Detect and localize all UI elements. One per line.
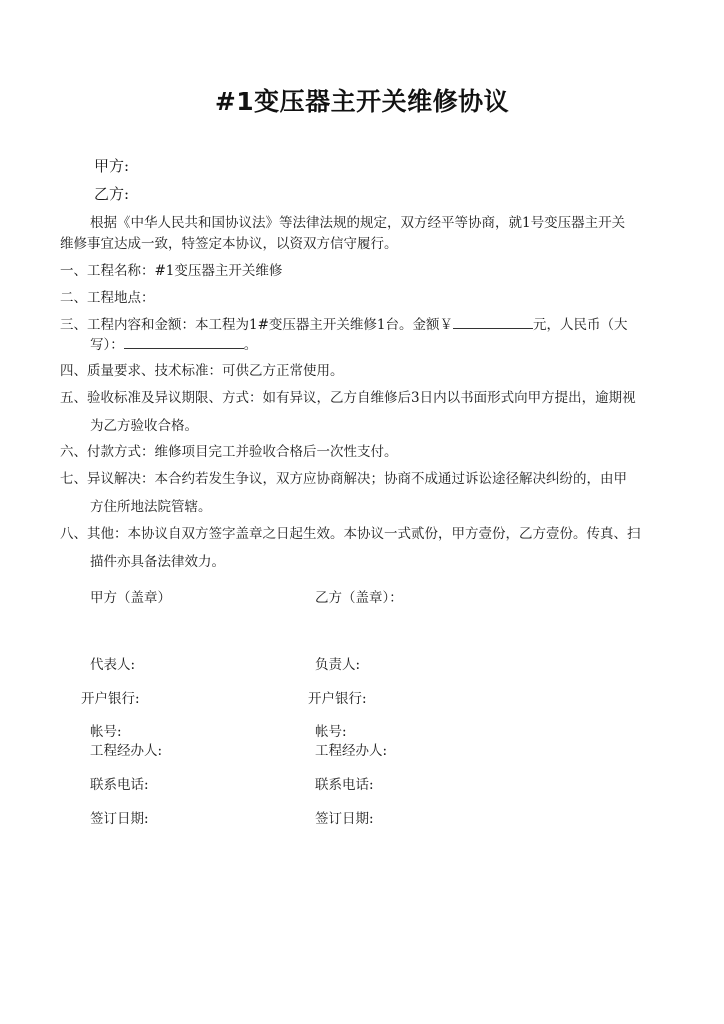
party-b-bank-label: 开户银行: xyxy=(308,691,367,707)
clause-8-line-2: 描件亦具备法律效力。 xyxy=(90,554,225,570)
amount-words-blank xyxy=(124,336,244,349)
clause-6: 六、付款方式：维修项目完工并验收合格后一次性支付。 xyxy=(60,444,398,460)
clause-8-line-1: 八、其他：本协议自双方签字盖章之日起生效。本协议一式贰份，甲方壹份，乙方壹份。传真、扫 xyxy=(60,526,641,542)
party-a-phone-label: 联系电话: xyxy=(90,777,149,793)
party-a-bank-label: 开户银行: xyxy=(81,691,140,707)
clause-5-line-1: 五、验收标准及异议期限、方式：如有异议，乙方自维修后3日内以书面形式向甲方提出，逾期视 xyxy=(60,390,636,406)
party-b-phone-label: 联系电话: xyxy=(315,777,374,793)
party-b-seal-label: 乙方（盖章）： xyxy=(315,590,403,606)
clause-5-line-2: 为乙方验收合格。 xyxy=(90,418,198,434)
party-a-date-label: 签订日期: xyxy=(90,811,149,827)
clause-4: 四、质量要求、技术标准：可供乙方正常使用。 xyxy=(60,363,344,379)
party-b-account-label: 帐号: xyxy=(315,724,347,740)
party-b-responsible-label: 负责人: xyxy=(315,657,361,673)
clause-1: 一、工程名称：#1变压器主开关维修 xyxy=(60,263,283,279)
clause-7-line-1: 七、异议解决：本合约若发生争议，双方应协商解决；协商不成通过诉讼途径解决纠纷的，由甲 xyxy=(60,471,627,487)
intro-line-1: 根据《中华人民共和国协议法》等法律法规的规定，双方经平等协商，就1号变压器主开关 xyxy=(90,215,626,231)
party-b-handler-label: 工程经办人: xyxy=(315,743,388,759)
clause-3-text-d: 。 xyxy=(243,337,258,353)
party-a-seal-label: 甲方（盖章） xyxy=(90,590,171,606)
party-a-representative-label: 代表人: xyxy=(90,657,136,673)
party-b-label: 乙方: xyxy=(94,185,130,203)
clause-2: 二、工程地点： xyxy=(60,290,155,306)
clause-7-line-2: 方住所地法院管辖。 xyxy=(90,499,212,515)
document-title: #1变压器主开关维修协议 xyxy=(214,87,510,116)
party-a-label: 甲方: xyxy=(94,157,130,175)
party-b-date-label: 签订日期: xyxy=(315,811,374,827)
clause-3-line-2 xyxy=(90,333,257,353)
amount-blank xyxy=(453,316,533,329)
clause-3-text-a: 三、工程内容和金额：本工程为1#变压器主开关维修1台。金额￥ xyxy=(60,317,453,333)
clause-3-text-b: 元，人民币（大 xyxy=(533,317,628,333)
clause-3-line-1 xyxy=(60,313,628,333)
party-a-account-label: 帐号: xyxy=(90,724,122,740)
clause-3-text-c: 写）： xyxy=(90,337,124,353)
intro-line-2: 维修事宜达成一致，特签定本协议，以资双方信守履行。 xyxy=(60,236,398,252)
party-a-handler-label: 工程经办人: xyxy=(90,743,163,759)
